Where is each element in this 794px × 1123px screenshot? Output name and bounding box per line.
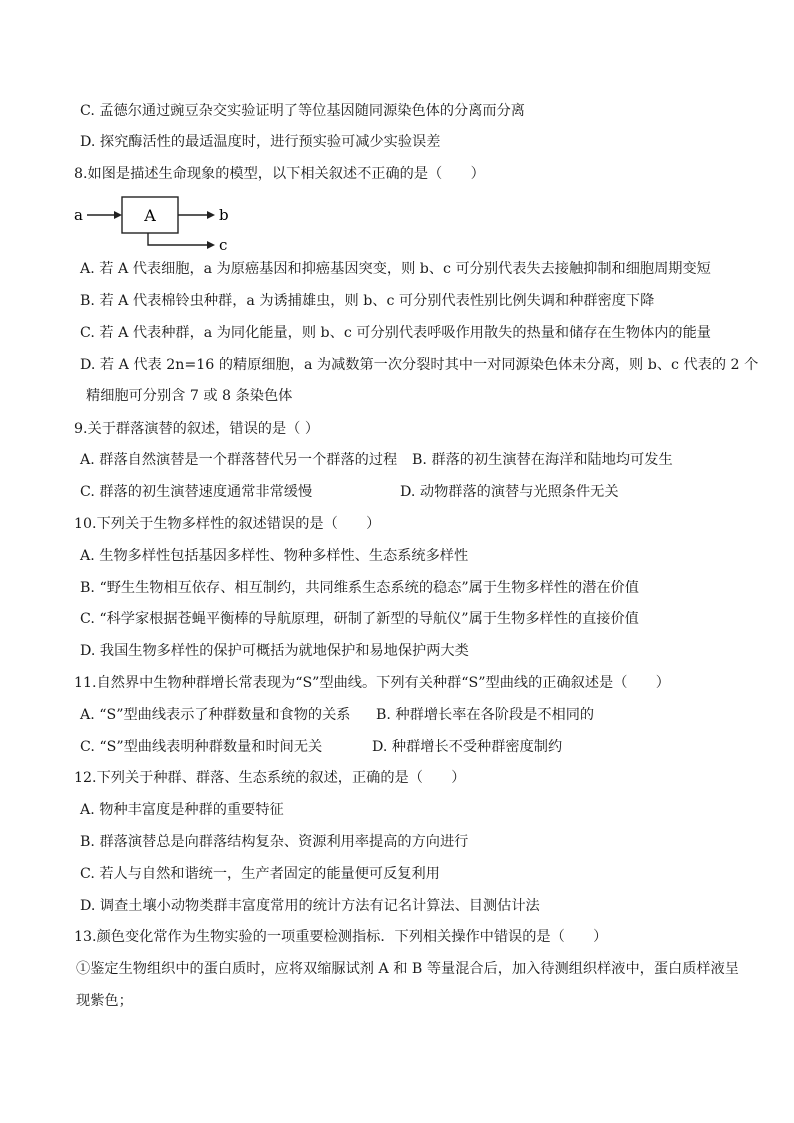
q13-stem: 13.颜色变化常作为生物实验的一项重要检测指标．下列相关操作中错误的是（ ） bbox=[74, 929, 608, 945]
q11-option-c: C. “S”型曲线表明种群数量和时间无关 bbox=[80, 739, 323, 755]
q12-option-d: D. 调查土壤小动物类群丰富度常用的统计方法有记名计算法、目测估计法 bbox=[80, 898, 540, 914]
q7-option-c: C. 孟德尔通过豌豆杂交实验证明了等位基因随同源染色体的分离而分离 bbox=[80, 103, 525, 119]
q11-option-b: B. 种群增长率在各阶段是不相同的 bbox=[376, 707, 595, 723]
output-arrowhead-b bbox=[207, 211, 215, 219]
q8-stem: 8.如图是描述生命现象的模型，以下相关叙述不正确的是（ ） bbox=[74, 166, 485, 182]
q13-item-1-continued: 现紫色； bbox=[76, 993, 133, 1009]
output-arrow-c bbox=[148, 233, 207, 245]
q8-option-a: A. 若 A 代表细胞，a 为原癌基因和抑癌基因突变，则 b、c 可分别代表失去接触抑制和细胞周期变短 bbox=[80, 261, 711, 277]
q7-option-d: D. 探究酶活性的最适温度时，进行预实验可减少实验误差 bbox=[80, 134, 441, 150]
diagram-output-c-label: c bbox=[219, 236, 228, 253]
q11-stem: 11.自然界中生物种群增长常表现为“S”型曲线。下列有关种群“S”型曲线的正确叙述是（ ） bbox=[74, 675, 670, 691]
q8-option-c: C. 若 A 代表种群，a 为同化能量，则 b、c 可分别代表呼吸作用散失的热量和储存在生物体内的能量 bbox=[80, 325, 711, 341]
q8-option-b: B. 若 A 代表棉铃虫种群，a 为诱捕雄虫，则 b、c 可分别代表性别比例失调和种群密度下降 bbox=[80, 293, 655, 309]
q12-option-a: A. 物种丰富度是种群的重要特征 bbox=[80, 802, 284, 818]
diagram-input-label: a bbox=[74, 206, 83, 224]
q9-option-b: B. 群落的初生演替在海洋和陆地均可发生 bbox=[412, 452, 673, 468]
q10-option-d: D. 我国生物多样性的保护可概括为就地保护和易地保护两大类 bbox=[80, 643, 469, 659]
q13-item-1: ①鉴定生物组织中的蛋白质时，应将双缩脲试剂 A 和 B 等量混合后，加入待测组织样液中，蛋白质样液呈 bbox=[76, 961, 739, 977]
q9-option-d: D. 动物群落的演替与光照条件无关 bbox=[400, 484, 619, 500]
q10-stem: 10.下列关于生物多样性的叙述错误的是（ ） bbox=[74, 516, 381, 532]
q10-option-c: C. “科学家根据苍蝇平衡棒的导航原理，研制了新型的导航仪”属于生物多样性的直接价值 bbox=[80, 611, 639, 627]
q9-option-c: C. 群落的初生演替速度通常非常缓慢 bbox=[80, 484, 313, 500]
life-phenomenon-model-diagram bbox=[70, 193, 260, 253]
output-arrowhead-c bbox=[207, 241, 215, 249]
q9-option-a: A. 群落自然演替是一个群落替代另一个群落的过程 bbox=[80, 452, 398, 468]
q12-option-b: B. 群落演替总是向群落结构复杂、资源利用率提高的方向进行 bbox=[80, 834, 469, 850]
q8-option-d: D. 若 A 代表 2n=16 的精原细胞，a 为减数第一次分裂时其中一对同源染色体未分离，则 b、c 代表的 2 个 bbox=[80, 357, 759, 373]
diagram-output-b-label: b bbox=[219, 206, 229, 224]
input-arrowhead bbox=[114, 211, 122, 219]
q9-stem: 9.关于群落演替的叙述，错误的是（ ） bbox=[74, 421, 320, 437]
q11-option-d: D. 种群增长不受种群密度制约 bbox=[372, 739, 563, 755]
q12-stem: 12.下列关于种群、群落、生态系统的叙述，正确的是（ ） bbox=[74, 770, 466, 786]
q10-option-a: A. 生物多样性包括基因多样性、物种多样性、生态系统多样性 bbox=[80, 548, 469, 564]
q8-option-d-continued: 精细胞可分别含 7 或 8 条染色体 bbox=[86, 388, 293, 404]
q12-option-c: C. 若人与自然和谐统一，生产者固定的能量便可反复利用 bbox=[80, 866, 440, 882]
q10-option-b: B. “野生生物相互依存、相互制约，共同维系生态系统的稳态”属于生物多样性的潜在价值 bbox=[80, 580, 639, 596]
diagram-box-label: A bbox=[144, 206, 156, 225]
q11-option-a: A. “S”型曲线表示了种群数量和食物的关系 bbox=[80, 707, 351, 723]
